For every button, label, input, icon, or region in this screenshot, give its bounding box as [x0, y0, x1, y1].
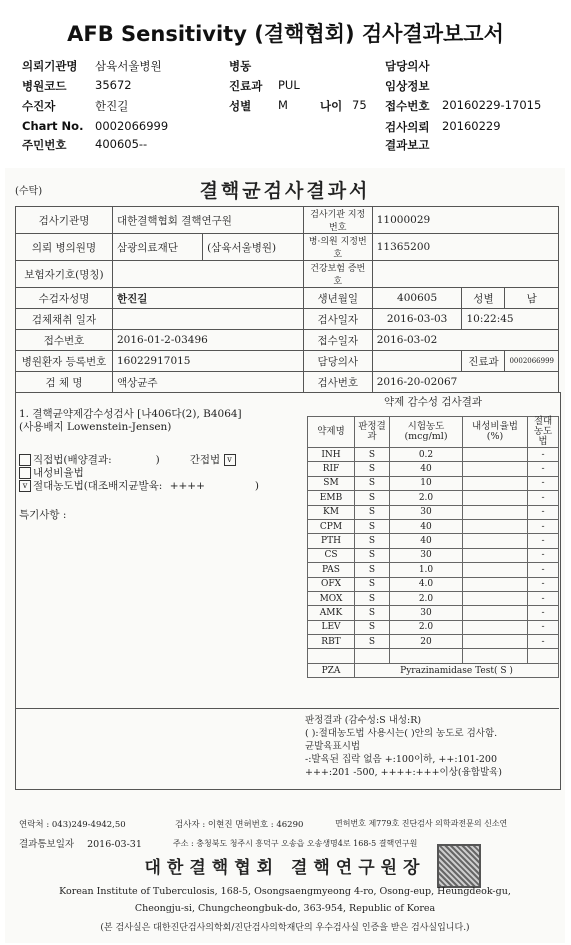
cell-label: 의뢰 병의원명	[16, 234, 113, 261]
drug-ratio	[463, 448, 528, 462]
pza-value: Pyrazinamidase Test( S )	[355, 663, 559, 677]
footer-report-date	[19, 836, 142, 850]
value-sex: M	[278, 98, 288, 112]
drug-row	[308, 534, 559, 548]
footer-tester: 검사자 : 이현진 면허번호 : 46290	[175, 820, 304, 830]
drug-conc: 20	[390, 635, 463, 649]
drug-name: LEV	[308, 620, 355, 634]
footer-en-1: Korean Institute of Tuberculosis, 168-5, Osongsaengmyeong 4-ro, Osong-eup, Heungdeok-gu,	[59, 886, 511, 897]
report-date: 2016-03-31	[87, 839, 142, 850]
drug-result: S	[355, 548, 390, 562]
drug-abs: -	[528, 606, 559, 620]
drug-abs: -	[528, 491, 559, 505]
drug-name: SM	[308, 476, 355, 490]
consignment-tag: (수탁)	[15, 186, 43, 197]
drug-abs: -	[528, 620, 559, 634]
cell-label: 담당의사	[303, 351, 372, 372]
cell-value: 11000029	[372, 207, 558, 234]
absolute-value: ++++	[169, 480, 205, 492]
cell-value: 남	[505, 288, 559, 309]
drug-ratio	[463, 620, 528, 634]
drug-header: 절대농도법	[528, 417, 559, 448]
drug-name: PTH	[308, 534, 355, 548]
drug-conc: 0.2	[390, 448, 463, 462]
direct-close: )	[155, 454, 160, 466]
drug-name: EMB	[308, 491, 355, 505]
drug-name: RBT	[308, 635, 355, 649]
drug-conc: 2.0	[390, 620, 463, 634]
cell-label: 수검자성명	[16, 288, 113, 309]
label-chart-no: Chart No.	[22, 119, 84, 133]
cell-value	[113, 261, 304, 288]
value-dept: PUL	[278, 78, 300, 92]
drug-row	[308, 563, 559, 577]
drug-name: CS	[308, 548, 355, 562]
cell-label: 성별	[462, 288, 505, 309]
drug-abs: -	[528, 462, 559, 476]
footer-note: (본 검사실은 대한진단검사의학회/진단검사의학재단의 우수검사실 인증을 받은 검사실입니다.)	[100, 923, 470, 933]
value-hospital-code: 35672	[95, 78, 132, 92]
cell-value: 400605	[372, 288, 462, 309]
scanned-report	[5, 168, 565, 943]
report-date-label: 결과통보일자	[19, 839, 75, 850]
drug-header: 내성비율법(%)	[463, 417, 528, 448]
drug-result: S	[355, 505, 390, 519]
value-receipt-no: 20160229-17015	[442, 98, 542, 112]
drug-conc: 30	[390, 548, 463, 562]
drug-conc: 4.0	[390, 577, 463, 591]
method-section	[19, 408, 304, 522]
cell-value: 16022917015	[113, 351, 304, 372]
ratio-checkbox	[19, 467, 31, 479]
cell-label: 접수일자	[303, 330, 372, 351]
drug-header: 시험농도(mcg/ml)	[390, 417, 463, 448]
drug-conc: 30	[390, 606, 463, 620]
cell-label: 보험자기호(명칭)	[16, 261, 113, 288]
label-institution: 의뢰기관명	[22, 59, 78, 73]
drug-row-empty	[308, 649, 559, 663]
pza-row	[308, 663, 559, 677]
drug-row	[308, 476, 559, 490]
absolute-checkbox: v	[19, 480, 31, 492]
cell-label: 검사기관 지정번호	[303, 207, 372, 234]
drug-result: S	[355, 620, 390, 634]
drug-table	[307, 416, 559, 678]
page-title: AFB Sensitivity (결핵협회) 검사결과보고서	[67, 22, 504, 46]
drug-abs: -	[528, 577, 559, 591]
drug-abs: -	[528, 635, 559, 649]
drug-row	[308, 505, 559, 519]
cell-label: 진료과	[462, 351, 505, 372]
drug-row	[308, 519, 559, 533]
ratio-label: 내성비율법	[33, 467, 84, 479]
drug-result: S	[355, 462, 390, 476]
drug-ratio	[463, 606, 528, 620]
drug-ratio	[463, 505, 528, 519]
drug-header: 약제명	[308, 417, 355, 448]
legend-line: ( ):절대농도법 사용시는( )안의 농도로 검사함.	[305, 728, 498, 739]
cell-value: (삼육서울병원)	[203, 234, 304, 261]
cell-value: 2016-20-02067	[372, 372, 558, 393]
drug-name: KM	[308, 505, 355, 519]
drug-ratio	[463, 476, 528, 490]
drug-ratio	[463, 462, 528, 476]
drug-result: S	[355, 635, 390, 649]
legend-line: 판정결과 (감수성:S 내성:R)	[305, 715, 422, 726]
cell-value: 대한결핵협회 결핵연구원	[113, 207, 304, 234]
drug-row	[308, 635, 559, 649]
cell-value: 2016-03-03	[372, 309, 462, 330]
label-resident-no: 주민번호	[22, 138, 67, 152]
value-resident-no: 400605--	[95, 137, 148, 151]
legend-line: +++:201 -500, ++++:+++이상(융합발육)	[305, 767, 503, 778]
cell-label: 병·의원 지정번호	[303, 234, 372, 261]
cell-value: 10:22:45	[462, 309, 559, 330]
drug-row	[308, 462, 559, 476]
label-clinical-info: 임상정보	[385, 79, 430, 93]
cell-label: 건강보험 증번호	[303, 261, 372, 288]
drug-result: S	[355, 519, 390, 533]
drug-result: S	[355, 534, 390, 548]
cell-label: 접수번호	[16, 330, 113, 351]
value-age: 75	[352, 98, 367, 112]
drug-ratio	[463, 534, 528, 548]
indirect-label: 간접법	[189, 454, 221, 466]
drug-ratio	[463, 591, 528, 605]
pza-label: PZA	[308, 663, 355, 677]
drug-row	[308, 606, 559, 620]
cell-value: 2016-03-02	[372, 330, 558, 351]
label-age: 나이	[320, 99, 343, 113]
drug-ratio	[463, 635, 528, 649]
label-doctor: 담당의사	[385, 59, 430, 73]
label-receipt-no: 접수번호	[385, 99, 430, 113]
drug-ratio	[463, 577, 528, 591]
org-name: 대한결핵협회 결핵연구원장	[144, 858, 426, 878]
value-institution: 삼육서울병원	[95, 59, 162, 73]
drug-abs: -	[528, 534, 559, 548]
drug-header: 판정결과	[355, 417, 390, 448]
cell-value: 삼광의료재단	[113, 234, 203, 261]
drug-name: CPM	[308, 519, 355, 533]
report-info-table	[15, 206, 559, 393]
drug-abs: -	[528, 505, 559, 519]
absolute-label: 절대농도법(대조배지균발육:	[33, 480, 163, 492]
drug-conc: 10	[390, 476, 463, 490]
drug-conc: 40	[390, 462, 463, 476]
drug-ratio	[463, 563, 528, 577]
drug-name: PAS	[308, 563, 355, 577]
drug-row	[308, 577, 559, 591]
label-sex: 성별	[229, 99, 252, 113]
drug-result: S	[355, 577, 390, 591]
remarks-label: 특기사항 :	[19, 509, 67, 521]
indirect-checkbox: v	[224, 454, 236, 466]
drug-row	[308, 448, 559, 462]
label-patient: 수진자	[22, 99, 56, 113]
drug-name: AMK	[308, 606, 355, 620]
label-request-date: 검사의뢰	[385, 120, 430, 134]
drug-conc: 2.0	[390, 491, 463, 505]
label-result-report: 결과보고	[385, 138, 430, 152]
drug-name: INH	[308, 448, 355, 462]
method-medium: (사용배지 Lowenstein-Jensen)	[19, 421, 172, 433]
drug-ratio	[463, 491, 528, 505]
cell-value: 11365200	[372, 234, 558, 261]
method-code: [나406다(2), B4064]	[137, 408, 242, 420]
drug-row	[308, 591, 559, 605]
drug-conc: 40	[390, 519, 463, 533]
method-title: 1. 결핵균약제감수성검사	[19, 408, 134, 420]
footer-approver: 면허번호 제779호 진단검사 의학과전문의 신소연	[335, 819, 508, 828]
footer-address: 주소 : 충청북도 청주시 흥덕구 오송읍 오송생명4로 168-5 결핵연구원	[173, 839, 418, 848]
drug-result: S	[355, 563, 390, 577]
drug-ratio	[463, 548, 528, 562]
direct-label: 직접법(배양결과:	[33, 454, 112, 466]
drug-table-title: 약제 감수성 검사결과	[384, 396, 482, 408]
cell-value: 액상균주	[113, 372, 304, 393]
value-request-date: 20160229	[442, 119, 501, 133]
drug-abs: -	[528, 591, 559, 605]
official-seal-icon	[437, 844, 481, 888]
drug-result: S	[355, 448, 390, 462]
drug-conc: 40	[390, 534, 463, 548]
drug-conc: 1.0	[390, 563, 463, 577]
cell-value: 0002066999	[505, 351, 559, 372]
drug-result: S	[355, 606, 390, 620]
drug-abs: -	[528, 476, 559, 490]
drug-row	[308, 620, 559, 634]
footer-en-2: Cheongju-si, Chungcheongbuk-do, 363-954, Republic of Korea	[134, 903, 436, 914]
drug-ratio	[463, 519, 528, 533]
cell-label: 검사기관명	[16, 207, 113, 234]
cell-value: 2016-01-2-03496	[113, 330, 304, 351]
drug-abs: -	[528, 519, 559, 533]
cell-label: 검 체 명	[16, 372, 113, 393]
footer-contact: 연락처 : 043)249-4942,50	[19, 820, 126, 830]
cell-label: 검체채취 일자	[16, 309, 113, 330]
legend-line: -:발육된 집락 없음 +:100이하, ++:101-200	[305, 754, 497, 765]
drug-name: RIF	[308, 462, 355, 476]
drug-result: S	[355, 476, 390, 490]
cell-label: 생년월일	[303, 288, 372, 309]
cell-label: 검사일자	[303, 309, 372, 330]
drug-row	[308, 548, 559, 562]
label-ward: 병동	[229, 59, 252, 73]
drug-result: S	[355, 491, 390, 505]
legend-line: 균발육표시법	[305, 741, 361, 752]
cell-label: 병원환자 등록번호	[16, 351, 113, 372]
drug-name: MOX	[308, 591, 355, 605]
drug-abs: -	[528, 548, 559, 562]
cell-value	[372, 261, 558, 288]
drug-conc: 2.0	[390, 591, 463, 605]
legend	[305, 714, 502, 779]
drug-row	[308, 491, 559, 505]
drug-name: OFX	[308, 577, 355, 591]
drug-result: S	[355, 591, 390, 605]
label-hospital-code: 병원코드	[22, 79, 67, 93]
cell-value: 한진길	[113, 288, 304, 309]
cell-label: 검사번호	[303, 372, 372, 393]
value-chart-no: 0002066999	[95, 119, 169, 133]
absolute-close: )	[254, 480, 260, 492]
cell-value	[372, 351, 462, 372]
drug-abs: -	[528, 563, 559, 577]
label-dept: 진료과	[229, 79, 263, 93]
drug-conc: 30	[390, 505, 463, 519]
value-patient: 한진길	[95, 99, 129, 113]
drug-abs: -	[528, 448, 559, 462]
cell-value	[113, 309, 304, 330]
direct-checkbox	[19, 454, 31, 466]
report-title: 결핵균검사결과서	[199, 180, 371, 202]
